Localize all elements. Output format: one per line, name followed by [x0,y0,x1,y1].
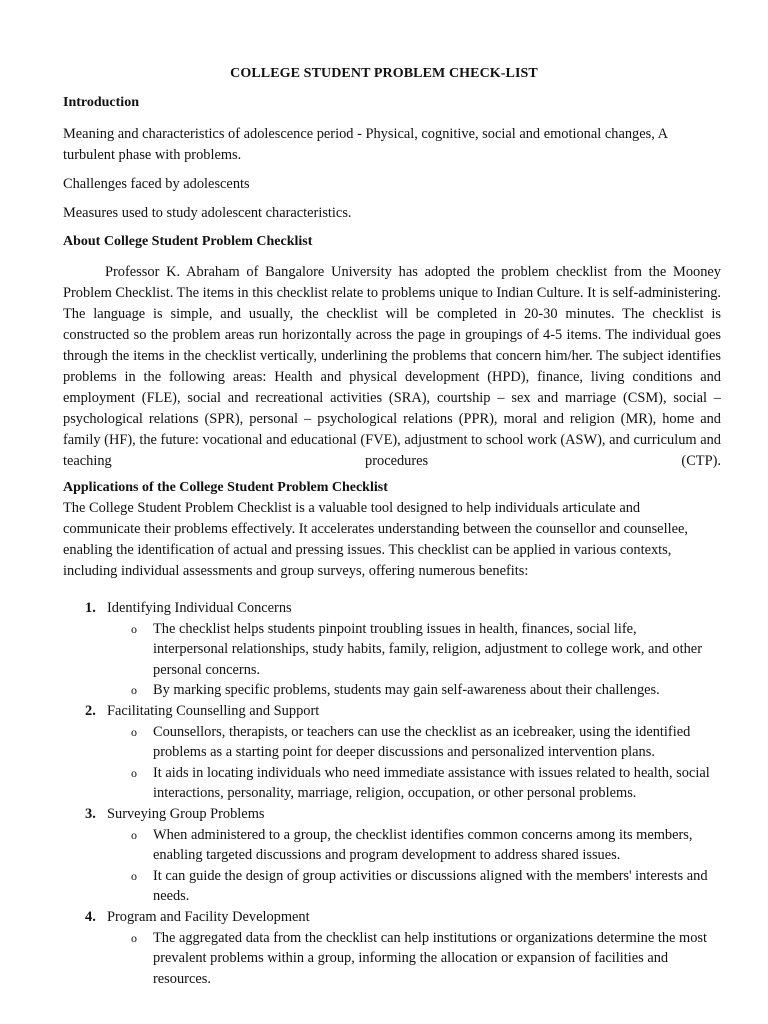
sub-list-item: o When administered to a group, the checklist identifies common concerns among its members, enabling targeted discussions and program development to address shared issues. [131,826,693,864]
applications-heading: Applications of the College Student Problem Checklist [63,480,388,495]
circle-bullet-icon: o [131,621,137,636]
list-item-number: 3. [85,805,96,822]
document-title: COLLEGE STUDENT PROBLEM CHECK-LIST [230,66,538,81]
sub-list-item: o The checklist helps students pinpoint troubling issues in health, finances, social life, interpersonal relationships, study habits, family, religion, adjustment to college work, and other personal concerns. [131,620,702,678]
sub-list-item: o The aggregated data from the checklist can help institutions or organizations determine the most prevalent problems within a group, informing the allocation or expansion of facilities and resources. [131,929,708,987]
introduction-heading: Introduction [63,95,139,110]
about-heading: About College Student Problem Checklist [63,234,313,249]
list-item [63,598,721,701]
introduction-paragraph-1: Meaning and characteristics of adolescence period - Physical, cognitive, social and emotional changes, A turbulent phase with problems. [63,126,668,163]
list-item [63,701,721,804]
sub-list-item: o Counsellors, therapists, or teachers can use the checklist as an icebreaker, using the identified problems as a starting point for deeper discussions and personalized intervention plans. [131,723,691,761]
list-item-title: Surveying Group Problems [107,805,265,822]
circle-bullet-icon: o [131,765,137,780]
list-item-number: 4. [85,908,96,925]
sub-list [107,928,721,990]
list-item-number: 2. [85,702,96,719]
circle-bullet-icon: o [131,683,137,698]
list-item [63,907,721,989]
list-item-title: Identifying Individual Concerns [107,600,292,616]
circle-bullet-icon: o [131,868,137,883]
applications-intro: The College Student Problem Checklist is a valuable tool designed to help individuals articulate and communicate their problems effectively. It accelerates understanding between the counsellor and counsellee, enabling the identification of actual and pressing issues. This checklist can be applied in various contexts, including individual assessments and group surveys, offering numerous benefits: [63,500,688,579]
circle-bullet-icon: o [131,930,137,945]
sub-list [107,619,721,701]
sub-list [107,825,721,907]
list-item-title: Program and Facility Development [107,908,310,925]
sub-list [107,722,721,804]
applications-list [63,598,721,989]
sub-list-item: o It aids in locating individuals who need immediate assistance with issues related to health, social interactions, personality, marriage, religion, occupation, or other personal problems. [131,764,710,802]
circle-bullet-icon: o [131,827,137,842]
introduction-paragraph-2: Challenges faced by adolescents [63,176,250,192]
introduction-paragraph-3: Measures used to study adolescent characteristics. [63,205,352,221]
list-item-title: Facilitating Counselling and Support [107,702,320,719]
about-paragraph: Professor K. Abraham of Bangalore University has adopted the problem checklist from the Mooney Problem Checklist. The items in this checklist relate to problems unique to Indian Culture. It is self-administering. The language is simple, and usually, the checklist will be completed in 20-30 minutes. The checklist is constructed so the problem areas run horizontally across the page in groupings of 4-5 items. The individual goes through the items in the checklist vertically, underlining the problems that concern him/her. The subject identifies problems in the following areas: Health and physical development (HPD), finance, living conditions and employment (FLE), social and recreational activities (SRA), courtship – sex and marriage (CSM), social –psychological relations (SPR), personal – psychological relations (PPR), moral and religion (MR), home and family (HF), the future: vocational and educational (FVE), adjustment to school work (ASW), and curriculum and teaching procedures (CTP). [63,264,721,469]
list-item [63,804,721,907]
sub-list-item: o By marking specific problems, students may gain self-awareness about their challenges. [107,680,721,701]
sub-list-item: o It can guide the design of group activities or discussions aligned with the members' interests and needs. [131,867,708,905]
circle-bullet-icon: o [131,724,137,739]
list-item-number: 1. [85,600,96,616]
